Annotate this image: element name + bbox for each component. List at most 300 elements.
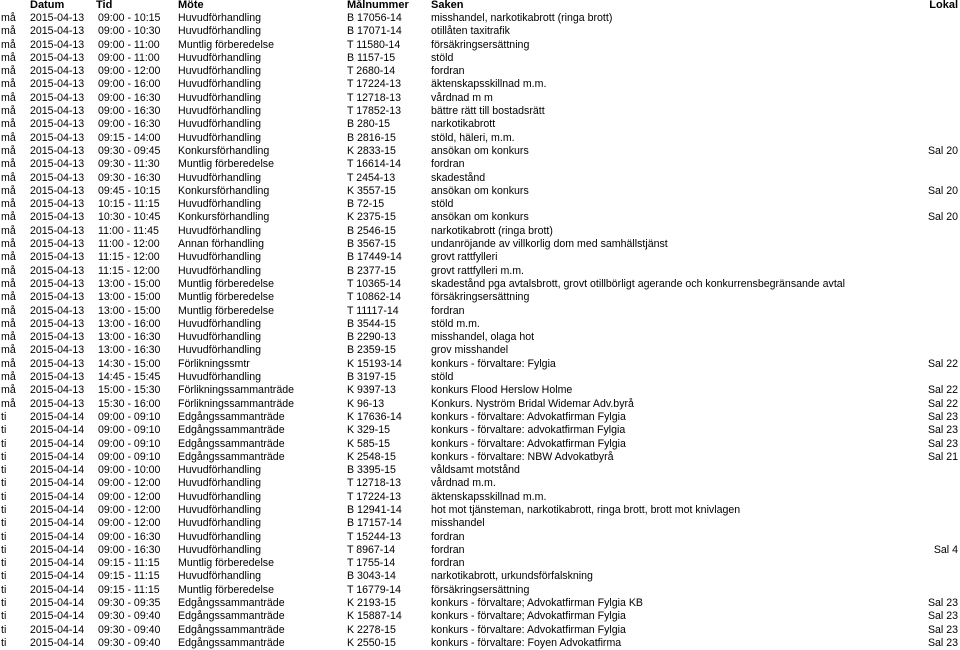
cell-tid: 10:15 - 11:15	[98, 198, 160, 211]
cell-datum: 2015-04-13	[30, 144, 85, 157]
cell-dag: må	[1, 357, 16, 370]
cell-tid: 11:15 - 12:00	[98, 251, 160, 264]
cell-tid: 09:15 - 11:15	[98, 557, 160, 570]
table-row	[0, 318, 960, 331]
cell-dag: ti	[1, 424, 7, 437]
cell-dag: må	[1, 331, 16, 344]
cell-datum: 2015-04-13	[30, 291, 85, 304]
cell-saken: stöld m.m.	[431, 317, 480, 330]
cell-mote: Edgångssammanträde	[178, 636, 285, 649]
cell-dag: ti	[1, 477, 7, 490]
cell-malnummer: K 9397-13	[347, 384, 396, 397]
cell-saken: våldsamt motstånd	[431, 464, 520, 477]
cell-malnummer: K 2375-15	[347, 211, 396, 224]
cell-mote: Huvudförhandling	[178, 331, 262, 344]
cell-dag: må	[1, 224, 16, 237]
cell-tid: 09:00 - 11:00	[98, 51, 160, 64]
table-row	[0, 517, 960, 530]
cell-saken: konkurs - förvaltare: Advokatfirman Fylgia	[431, 410, 626, 423]
cell-dag: ti	[1, 623, 7, 636]
cell-saken: skadestånd	[431, 171, 486, 184]
cell-saken: ansökan om konkurs	[431, 184, 529, 197]
cell-malnummer: B 3395-15	[347, 464, 396, 477]
table-row	[0, 25, 960, 38]
cell-malnummer: K 2548-15	[347, 450, 396, 463]
cell-mote: Huvudförhandling	[178, 477, 262, 490]
cell-saken: konkurs - förvaltare: Foyen Advokatfirma	[431, 636, 622, 649]
cell-mote: Huvudförhandling	[178, 105, 262, 118]
cell-tid: 10:30 - 10:45	[98, 211, 161, 224]
cell-malnummer: T 17852-13	[347, 105, 401, 118]
table-row	[0, 584, 960, 597]
cell-tid: 15:00 - 15:30	[98, 384, 161, 397]
cell-datum: 2015-04-14	[30, 530, 85, 543]
cell-saken: bättre rätt till bostadsrätt	[431, 105, 545, 118]
cell-dag: må	[1, 317, 16, 330]
cell-mote: Muntlig förberedelse	[178, 158, 274, 171]
cell-dag: må	[1, 51, 16, 64]
cell-lokal: Sal 23	[927, 410, 958, 423]
cell-dag: må	[1, 291, 16, 304]
table-row	[0, 331, 960, 344]
table-row	[0, 531, 960, 544]
table-row	[0, 504, 960, 517]
cell-tid: 09:00 - 10:30	[98, 25, 161, 38]
cell-mote: Muntlig förberedelse	[178, 277, 274, 290]
cell-datum: 2015-04-13	[30, 91, 85, 104]
cell-tid: 09:00 - 12:00	[98, 477, 161, 490]
cell-tid: 09:00 - 16:30	[98, 118, 161, 131]
cell-dag: må	[1, 91, 16, 104]
table-row	[0, 438, 960, 451]
cell-datum: 2015-04-14	[30, 477, 85, 490]
cell-malnummer: B 17157-14	[347, 517, 402, 530]
cell-dag: må	[1, 238, 16, 251]
cell-malnummer: K 2278-15	[347, 623, 396, 636]
cell-mote: Huvudförhandling	[178, 91, 262, 104]
cell-dag: ti	[1, 410, 7, 423]
cell-dag: ti	[1, 464, 7, 477]
cell-mote: Förlikningssmtr	[178, 357, 250, 370]
cell-malnummer: K 15193-14	[347, 357, 402, 370]
cell-lokal: Sal 23	[927, 610, 958, 623]
cell-saken: äktenskapsskillnad m.m.	[431, 78, 547, 91]
cell-datum: 2015-04-14	[30, 437, 85, 450]
cell-tid: 09:00 - 09:10	[98, 437, 161, 450]
cell-saken: narkotikabrott (ringa brott)	[431, 224, 553, 237]
cell-datum: 2015-04-13	[30, 25, 85, 38]
cell-datum: 2015-04-14	[30, 597, 85, 610]
cell-dag: må	[1, 251, 16, 264]
cell-mote: Muntlig förberedelse	[178, 583, 274, 596]
cell-saken: konkurs - förvaltare; Advokatfirman Fylgia KB	[431, 597, 643, 610]
cell-lokal: Sal 23	[927, 597, 958, 610]
cell-saken: fordran	[431, 65, 465, 78]
cell-datum: 2015-04-14	[30, 623, 85, 636]
cell-malnummer: T 12718-13	[347, 477, 401, 490]
cell-lokal: Sal 4	[933, 543, 958, 556]
cell-saken: konkurs - förvaltare: Advokatfirman Fylgia	[431, 623, 626, 636]
cell-tid: 09:00 - 16:30	[98, 530, 161, 543]
cell-dag: ti	[1, 503, 7, 516]
cell-mote: Annan förhandling	[178, 238, 264, 251]
cell-tid: 09:30 - 09:40	[98, 623, 161, 636]
cell-datum: 2015-04-14	[30, 490, 85, 503]
cell-mote: Huvudförhandling	[178, 517, 262, 530]
cell-malnummer: T 11117-14	[347, 304, 399, 317]
cell-malnummer: B 280-15	[347, 118, 390, 131]
cell-datum: 2015-04-14	[30, 450, 85, 463]
cell-datum: 2015-04-13	[30, 277, 85, 290]
table-header	[0, 0, 960, 11]
cell-datum: 2015-04-13	[30, 264, 85, 277]
cell-dag: ti	[1, 583, 7, 596]
cell-malnummer: T 17224-13	[347, 78, 401, 91]
cell-datum: 2015-04-14	[30, 517, 85, 530]
cell-dag: må	[1, 65, 16, 78]
cell-dag: ti	[1, 450, 7, 463]
table-row	[0, 238, 960, 251]
cell-malnummer: T 11580-14	[347, 38, 401, 51]
cell-saken: vårdnad m.m.	[431, 477, 496, 490]
table-row	[0, 291, 960, 304]
cell-saken: äktenskapsskillnad m.m.	[431, 490, 547, 503]
cell-tid: 09:00 - 12:00	[98, 65, 161, 78]
table-row	[0, 198, 960, 211]
cell-dag: må	[1, 397, 16, 410]
cell-malnummer: T 12718-13	[347, 91, 401, 104]
cell-datum: 2015-04-13	[30, 158, 85, 171]
cell-saken: hot mot tjänsteman, narkotikabrott, ringa brott, brott mot knivlagen	[431, 503, 741, 516]
cell-tid: 09:00 - 16:30	[98, 543, 161, 556]
table-row	[0, 251, 960, 264]
cell-datum: 2015-04-13	[30, 304, 85, 317]
cell-mote: Edgångssammanträde	[178, 597, 285, 610]
cell-saken: ansökan om konkurs	[431, 144, 529, 157]
table-row	[0, 344, 960, 357]
cell-mote: Huvudförhandling	[178, 264, 262, 277]
cell-mote: Huvudförhandling	[178, 65, 262, 78]
cell-mote: Huvudförhandling	[178, 490, 262, 503]
cell-tid: 09:00 - 09:10	[98, 410, 161, 423]
cell-tid: 13:00 - 15:00	[98, 277, 161, 290]
cell-tid: 09:00 - 16:00	[98, 78, 161, 91]
cell-mote: Huvudförhandling	[178, 118, 262, 131]
cell-dag: ti	[1, 636, 7, 649]
cell-saken: konkurs - förvaltare: Advokatfirman Fylgia	[431, 437, 626, 450]
table-row	[0, 78, 960, 91]
cell-saken: grovt rattfylleri	[431, 251, 498, 264]
table-row	[0, 384, 960, 397]
cell-tid: 09:00 - 16:30	[98, 91, 161, 104]
table-row	[0, 411, 960, 424]
cell-malnummer: K 2193-15	[347, 597, 396, 610]
table-row	[0, 477, 960, 490]
cell-mote: Muntlig förberedelse	[178, 304, 274, 317]
cell-saken: misshandel, narkotikabrott (ringa brott)	[431, 12, 613, 24]
table-row	[0, 225, 960, 238]
cell-mote: Huvudförhandling	[178, 530, 262, 543]
cell-malnummer: K 585-15	[347, 437, 390, 450]
cell-datum: 2015-04-13	[30, 238, 85, 251]
cell-datum: 2015-04-13	[30, 184, 85, 197]
table-row	[0, 265, 960, 278]
cell-malnummer: T 2680-14	[347, 65, 396, 78]
cell-saken: Konkurs. Nyström Bridal Widemar Adv.byrå	[431, 397, 634, 410]
cell-mote: Huvudförhandling	[178, 543, 262, 556]
header-datum: Datum	[30, 0, 65, 11]
cell-lokal: Sal 23	[927, 424, 958, 437]
cell-mote: Huvudförhandling	[178, 503, 262, 516]
table-row	[0, 65, 960, 78]
cell-datum: 2015-04-13	[30, 12, 85, 24]
cell-tid: 09:30 - 16:30	[98, 171, 161, 184]
cell-mote: Edgångssammanträde	[178, 437, 285, 450]
table-row	[0, 211, 960, 224]
cell-mote: Huvudförhandling	[178, 25, 262, 38]
cell-dag: må	[1, 184, 16, 197]
cell-datum: 2015-04-13	[30, 51, 85, 64]
cell-mote: Huvudförhandling	[178, 51, 262, 64]
cell-dag: må	[1, 171, 16, 184]
cell-mote: Huvudförhandling	[178, 198, 262, 211]
header-saken: Saken	[431, 0, 464, 11]
cell-lokal: Sal 23	[927, 636, 958, 649]
cell-lokal: Sal 23	[927, 623, 958, 636]
cell-datum: 2015-04-14	[30, 610, 85, 623]
cell-datum: 2015-04-13	[30, 251, 85, 264]
cell-lokal: Sal 20	[927, 184, 958, 197]
cell-malnummer: B 2290-13	[347, 331, 396, 344]
cell-malnummer: T 10862-14	[347, 291, 401, 304]
cell-datum: 2015-04-13	[30, 211, 85, 224]
cell-dag: må	[1, 25, 16, 38]
cell-tid: 09:30 - 09:40	[98, 610, 161, 623]
cell-tid: 13:00 - 15:00	[98, 304, 161, 317]
cell-dag: ti	[1, 610, 7, 623]
cell-saken: fordran	[431, 543, 465, 556]
cell-tid: 09:00 - 10:00	[98, 464, 161, 477]
cell-dag: ti	[1, 557, 7, 570]
cell-dag: må	[1, 198, 16, 211]
cell-saken: ansökan om konkurs	[431, 211, 529, 224]
cell-datum: 2015-04-13	[30, 331, 85, 344]
cell-malnummer: K 3557-15	[347, 184, 396, 197]
cell-saken: stöld	[431, 198, 454, 211]
table-row	[0, 52, 960, 65]
cell-mote: Edgångssammanträde	[178, 450, 285, 463]
table-row	[0, 145, 960, 158]
cell-saken: vårdnad m m	[431, 91, 493, 104]
schedule-table-body	[0, 12, 960, 650]
cell-dag: må	[1, 277, 16, 290]
cell-tid: 11:15 - 12:00	[98, 264, 160, 277]
cell-tid: 09:00 - 12:00	[98, 490, 161, 503]
table-row	[0, 305, 960, 318]
cell-dag: ti	[1, 490, 7, 503]
cell-tid: 09:00 - 10:15	[98, 12, 161, 24]
cell-saken: konkurs Flood Herslow Holme	[431, 384, 573, 397]
cell-saken: stöld	[431, 371, 454, 384]
cell-tid: 09:00 - 12:00	[98, 517, 161, 530]
cell-malnummer: B 2359-15	[347, 344, 396, 357]
cell-malnummer: T 15244-13	[347, 530, 401, 543]
cell-mote: Konkursförhandling	[178, 211, 270, 224]
cell-malnummer: T 16614-14	[347, 158, 401, 171]
cell-saken: fordran	[431, 158, 465, 171]
cell-datum: 2015-04-13	[30, 397, 85, 410]
cell-mote: Edgångssammanträde	[178, 410, 285, 423]
cell-mote: Förlikningssammanträde	[178, 384, 294, 397]
cell-datum: 2015-04-14	[30, 410, 85, 423]
cell-malnummer: B 12941-14	[347, 503, 402, 516]
cell-saken: konkurs - förvaltare; Advokatfirman Fylgia	[431, 610, 626, 623]
cell-datum: 2015-04-13	[30, 357, 85, 370]
table-row	[0, 597, 960, 610]
cell-dag: må	[1, 344, 16, 357]
cell-tid: 09:15 - 11:15	[98, 583, 160, 596]
cell-tid: 09:00 - 09:10	[98, 450, 161, 463]
cell-tid: 09:00 - 12:00	[98, 503, 161, 516]
cell-mote: Konkursförhandling	[178, 144, 270, 157]
cell-mote: Huvudförhandling	[178, 344, 262, 357]
table-row	[0, 39, 960, 52]
header-malnummer: Målnummer	[347, 0, 409, 11]
cell-saken: misshandel	[431, 517, 485, 530]
cell-lokal: Sal 21	[927, 450, 958, 463]
cell-mote: Huvudförhandling	[178, 78, 262, 91]
cell-saken: narkotikabrott	[431, 118, 496, 131]
cell-datum: 2015-04-13	[30, 224, 85, 237]
cell-saken: grovt rattfylleri m.m.	[431, 264, 525, 277]
cell-mote: Huvudförhandling	[178, 171, 262, 184]
cell-saken: konkurs - förvaltare: NBW Advokatbyrå	[431, 450, 614, 463]
cell-lokal: Sal 22	[927, 397, 958, 410]
cell-tid: 11:00 - 11:45	[98, 224, 159, 237]
cell-saken: konkurs - förvaltare: Fylgia	[431, 357, 556, 370]
cell-datum: 2015-04-13	[30, 38, 85, 51]
cell-datum: 2015-04-14	[30, 503, 85, 516]
cell-malnummer: K 329-15	[347, 424, 390, 437]
cell-dag: må	[1, 304, 16, 317]
cell-saken: stöld, häleri, m.m.	[431, 131, 515, 144]
cell-malnummer: B 72-15	[347, 198, 385, 211]
cell-tid: 09:15 - 11:15	[98, 570, 160, 583]
cell-malnummer: T 1755-14	[347, 557, 396, 570]
cell-mote: Huvudförhandling	[178, 570, 262, 583]
cell-malnummer: K 17636-14	[347, 410, 402, 423]
cell-dag: må	[1, 211, 16, 224]
cell-dag: ti	[1, 530, 7, 543]
cell-saken: otillåten taxitrafik	[431, 25, 510, 38]
cell-malnummer: B 1157-15	[347, 51, 396, 64]
cell-datum: 2015-04-14	[30, 424, 85, 437]
table-row	[0, 491, 960, 504]
cell-malnummer: K 15887-14	[347, 610, 402, 623]
cell-tid: 09:15 - 14:00	[98, 131, 161, 144]
cell-malnummer: B 2816-15	[347, 131, 396, 144]
table-row	[0, 105, 960, 118]
cell-lokal: Sal 23	[927, 437, 958, 450]
cell-tid: 13:00 - 15:00	[98, 291, 161, 304]
cell-datum: 2015-04-14	[30, 557, 85, 570]
cell-dag: ti	[1, 597, 7, 610]
cell-saken: stöld	[431, 51, 454, 64]
table-row	[0, 158, 960, 171]
cell-dag: må	[1, 131, 16, 144]
cell-tid: 09:30 - 09:45	[98, 144, 161, 157]
table-row	[0, 570, 960, 583]
cell-tid: 15:30 - 16:00	[98, 397, 161, 410]
cell-malnummer: K 2550-15	[347, 636, 396, 649]
table-row	[0, 557, 960, 570]
cell-malnummer: B 3544-15	[347, 317, 396, 330]
cell-datum: 2015-04-13	[30, 78, 85, 91]
table-row	[0, 358, 960, 371]
cell-malnummer: B 17449-14	[347, 251, 402, 264]
cell-dag: må	[1, 371, 16, 384]
cell-dag: må	[1, 78, 16, 91]
cell-dag: ti	[1, 517, 7, 530]
cell-mote: Edgångssammanträde	[178, 610, 285, 623]
cell-datum: 2015-04-14	[30, 464, 85, 477]
cell-mote: Muntlig förberedelse	[178, 557, 274, 570]
cell-tid: 09:00 - 16:30	[98, 105, 161, 118]
table-row	[0, 451, 960, 464]
cell-mote: Huvudförhandling	[178, 224, 262, 237]
cell-saken: grov misshandel	[431, 344, 509, 357]
cell-datum: 2015-04-13	[30, 171, 85, 184]
cell-mote: Huvudförhandling	[178, 131, 262, 144]
cell-malnummer: B 3043-14	[347, 570, 396, 583]
cell-malnummer: T 2454-13	[347, 171, 396, 184]
cell-dag: ti	[1, 543, 7, 556]
cell-mote: Muntlig förberedelse	[178, 38, 274, 51]
cell-dag: må	[1, 264, 16, 277]
cell-malnummer: K 96-13	[347, 397, 385, 410]
table-row	[0, 464, 960, 477]
cell-datum: 2015-04-13	[30, 371, 85, 384]
cell-saken: undanröjande av villkorlig dom med samhällstjänst	[431, 238, 668, 251]
cell-tid: 13:00 - 16:00	[98, 317, 161, 330]
cell-dag: ti	[1, 570, 7, 583]
cell-malnummer: T 16779-14	[347, 583, 401, 596]
cell-datum: 2015-04-14	[30, 636, 85, 649]
cell-tid: 09:30 - 09:35	[98, 597, 161, 610]
cell-mote: Huvudförhandling	[178, 12, 262, 24]
table-row	[0, 624, 960, 637]
table-row	[0, 12, 960, 25]
cell-saken: narkotikabrott, urkundsförfalskning	[431, 570, 593, 583]
header-mote: Möte	[178, 0, 204, 11]
table-row	[0, 172, 960, 185]
cell-tid: 14:45 - 15:45	[98, 371, 161, 384]
cell-mote: Edgångssammanträde	[178, 623, 285, 636]
table-row	[0, 185, 960, 198]
cell-datum: 2015-04-14	[30, 583, 85, 596]
cell-dag: må	[1, 38, 16, 51]
cell-malnummer: B 3567-15	[347, 238, 396, 251]
cell-saken: fordran	[431, 530, 465, 543]
cell-saken: försäkringsersättning	[431, 583, 530, 596]
cell-malnummer: B 3197-15	[347, 371, 396, 384]
cell-malnummer: B 17056-14	[347, 12, 402, 24]
table-row	[0, 544, 960, 557]
table-row	[0, 424, 960, 437]
cell-lokal: Sal 22	[927, 357, 958, 370]
cell-mote: Muntlig förberedelse	[178, 291, 274, 304]
cell-saken: fordran	[431, 557, 465, 570]
